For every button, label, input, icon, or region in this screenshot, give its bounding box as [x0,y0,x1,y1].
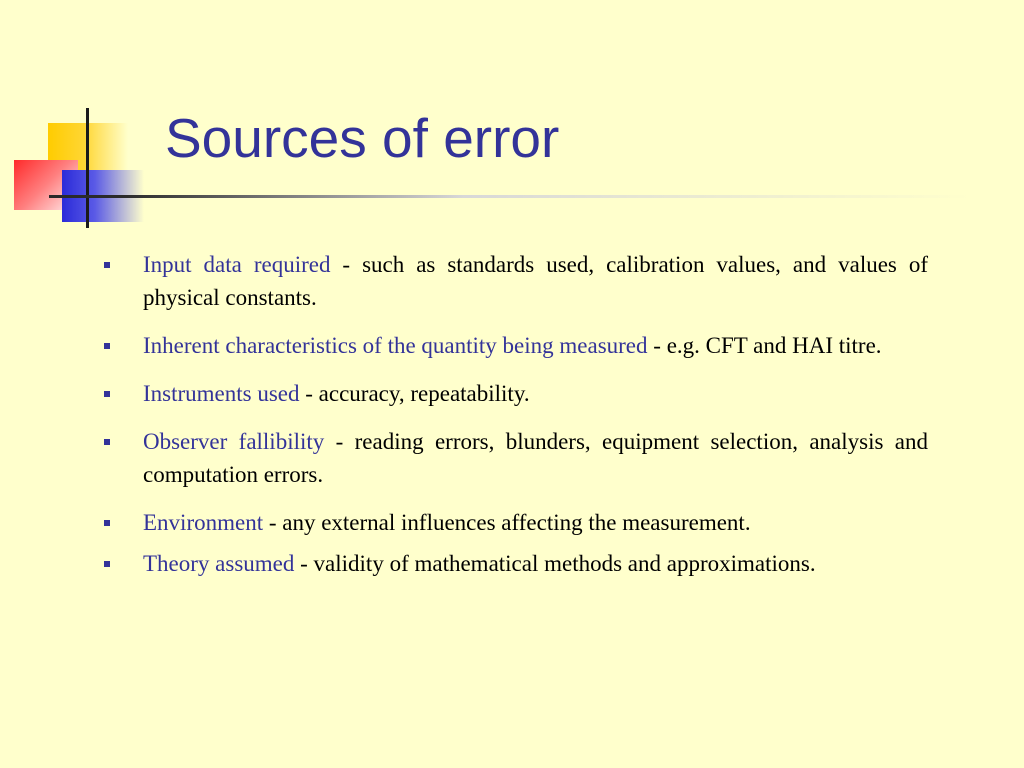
bullet-item [100,329,928,362]
bullet-list [100,248,928,580]
slide-title: Sources of error [165,107,560,169]
bullet-term: Input data required [143,252,331,277]
square-bullet-icon [104,561,110,567]
title-underline-rule [49,195,970,198]
bullet-description: - any external influences affecting the measurement. [263,510,751,535]
bullet-description: - e.g. CFT and HAI titre. [647,333,882,358]
bullet-description: - reading errors, blunders, equipment selection, analysis and computation errors. [143,429,928,487]
bullet-item [100,547,928,580]
logo-vertical-line [86,108,89,228]
bullet-description: - validity of mathematical methods and approximations. [294,551,816,576]
bullet-term: Observer fallibility [143,429,325,454]
bullet-item [100,248,928,314]
bullet-term: Environment [143,510,264,535]
bullet-term: Inherent characteristics of the quantity being measured [143,333,648,358]
bullet-term: Theory assumed [143,551,295,576]
bullet-term: Instruments used [143,381,300,406]
bullet-item [100,377,928,410]
square-bullet-icon [104,391,110,397]
square-bullet-icon [104,343,110,349]
square-bullet-icon [104,520,110,526]
square-bullet-icon [104,262,110,268]
bullet-description: - accuracy, repeatability. [299,381,530,406]
bullet-description: - such as standards used, calibration values, and values of physical constants. [143,252,929,310]
bullet-item [100,425,928,491]
bullet-item [100,506,928,539]
square-bullet-icon [104,439,110,445]
